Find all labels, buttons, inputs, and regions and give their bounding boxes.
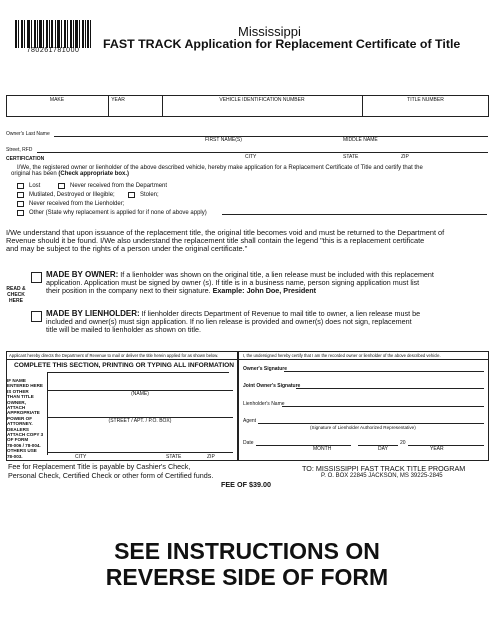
lienholder-name-field[interactable] — [282, 406, 484, 407]
month-label: MONTH — [313, 446, 332, 452]
understanding-line-1: I/We understand that upon issuance of the replacement title, the original title becomes void and must be returned to the Department of — [6, 228, 445, 237]
mail-heading: COMPLETE THIS SECTION, PRINTING OR TYPING ALL INFORMATION — [14, 362, 235, 369]
mail-city-line[interactable] — [47, 452, 233, 453]
date-label: Date — [243, 440, 254, 446]
other-checkbox[interactable] — [17, 210, 24, 216]
made-by-lienholder-text: MADE BY LIENHOLDER: If lienholder directs Department of Revenue to mail title to owner, a lien release must be included and owner(s) must sign application. If no lien release is provided and owner(s) does not sign, replacement title will be mailed to lienholder as shown on title. — [46, 309, 421, 334]
barcode — [14, 20, 92, 56]
made-by-owner-text: MADE BY OWNER: If a lienholder was shown on the original title, a lien release must be included with this replacement application. Application must be signed by owner (s). If title is in a business name, person signing application must list their position in the company next to their signature. Example: John Doe, President — [46, 270, 434, 295]
day-label: DAY — [378, 446, 388, 452]
header-state: Mississippi — [238, 24, 301, 39]
never-received-dept-checkbox[interactable] — [58, 183, 65, 189]
other-reason-field[interactable] — [222, 214, 487, 215]
read-check-here: READ & CHECK HERE — [6, 286, 26, 304]
mail-side-note: IF NAME ENTERED HERE IS OTHER THAN TITLE OWNER, ATTACH APPROPRIATE POWER OF ATTORNEY. DEALERS ATTACH COPY 3 OF FORM 78-006 / 78-004. OTHERS USE 78-003. — [7, 378, 44, 459]
page-title: FAST TRACK Application for Replacement Certificate of Title — [103, 37, 461, 51]
mail-street-label: (STREET / APT. / P.O. BOX) — [108, 418, 172, 424]
date-year-prefix: 20 — [400, 440, 406, 446]
year-label: YEAR — [430, 446, 444, 452]
fee-amount: FEE OF $39.00 — [221, 480, 271, 489]
owner-last-name-label: Owner's Last Name — [6, 131, 50, 137]
agent-note: (Signature of Lienholder Authorized Representative) — [310, 425, 416, 430]
owner-signature-label: Owner's Signature — [243, 366, 287, 372]
city-label: CITY — [245, 154, 257, 160]
date-month-field[interactable] — [256, 445, 351, 446]
mutilated-checkbox[interactable] — [17, 192, 24, 198]
middle-name-label: MIDDLE NAME — [343, 137, 378, 143]
mail-name-field[interactable] — [47, 372, 229, 373]
understanding-text — [6, 229, 444, 253]
joint-owner-signature-label: Joint Owner's Signature — [243, 383, 301, 389]
made-by-owner-checkbox[interactable] — [31, 272, 42, 283]
footer-line-2: REVERSE SIDE OF FORM — [105, 564, 389, 590]
col-year: YEAR — [111, 97, 125, 103]
mail-state-label: STATE — [166, 454, 182, 460]
made-by-lienholder-checkbox[interactable] — [31, 311, 42, 322]
date-year-field[interactable] — [408, 445, 484, 446]
state-label: STATE — [343, 154, 359, 160]
mutilated-label: Mutilated, Destroyed or Illegible; — [29, 192, 115, 198]
signature-top-note: I, the undersigned hereby certify that I am the recorded owner or lienholder of the above described vehicle. — [243, 353, 441, 358]
barcode-number: 780261781000 — [26, 47, 80, 54]
lost-checkbox[interactable] — [17, 183, 24, 189]
mail-top-note: Applicant hereby directs the Department of Revenue to mail or deliver the title herein applied for as shown below. — [9, 353, 219, 358]
agent-label: Agent — [243, 418, 257, 424]
never-received-lienholder-label: Never received from the Lienholder; — [29, 201, 125, 207]
certification-heading: CERTIFICATION — [6, 156, 45, 162]
street-field[interactable] — [37, 152, 488, 153]
footer-line-1: SEE INSTRUCTIONS ON — [114, 538, 380, 564]
mail-to-line-1: TO: MISSISSIPPI FAST TRACK TITLE PROGRAM — [302, 464, 466, 473]
other-label: Other (State why replacement is applied for if none of above apply) — [29, 210, 207, 216]
never-received-lienholder-checkbox[interactable] — [17, 201, 24, 207]
owner-name-field[interactable] — [54, 136, 488, 137]
stolen-label: Stolen; — [140, 192, 159, 198]
stolen-checkbox[interactable] — [128, 192, 135, 198]
certification-text-1: I/We, the registered owner or lienholder of the above described vehicle, hereby make application for a Replacement Certificate of Title and certify that the — [17, 165, 423, 171]
owner-signature-field[interactable] — [284, 371, 484, 372]
street-label: Street, RFD — [6, 147, 33, 153]
mail-name-label: (NAME) — [131, 391, 149, 397]
joint-owner-signature-field[interactable] — [296, 388, 484, 389]
fee-line-2: Personal Check, Certified Check or other form of Certified funds. — [8, 470, 214, 480]
col-make: MAKE — [49, 97, 65, 103]
certification-text-2: original has been (Check appropriate box.) — [11, 171, 130, 177]
never-received-dept-label: Never received from the Department — [70, 183, 168, 189]
mail-city-label: CITY — [75, 454, 87, 460]
barcode-image — [14, 20, 92, 48]
col-title-number: TITLE NUMBER — [407, 97, 444, 103]
col-vin: VEHICLE IDENTIFICATION NUMBER — [219, 97, 305, 103]
vehicle-input-row[interactable] — [7, 103, 488, 116]
lost-label: Lost — [29, 183, 41, 189]
footer-instructions — [0, 538, 494, 590]
zip-label: ZIP — [401, 154, 409, 160]
fee-line-1: Fee for Replacement Title is payable by Cashier's Check, — [8, 462, 191, 471]
first-name-label: FIRST NAME(S) — [205, 137, 242, 143]
agent-signature-field[interactable] — [258, 423, 484, 424]
mail-zip-label: ZIP — [207, 454, 215, 460]
lienholder-name-label: Lienholder's Name — [243, 401, 285, 407]
fee-text — [8, 463, 213, 480]
understanding-line-2: Revenue should it be found. I/We also understand the replacement title shall contain the legend "this is a replacement certificate — [6, 236, 425, 245]
mail-to-line-2: P. O. BOX 22845 JACKSON, MS 39225-2845 — [321, 473, 443, 479]
understanding-line-3: and may be subject to the rights of a person under the original certificate." — [6, 244, 248, 253]
